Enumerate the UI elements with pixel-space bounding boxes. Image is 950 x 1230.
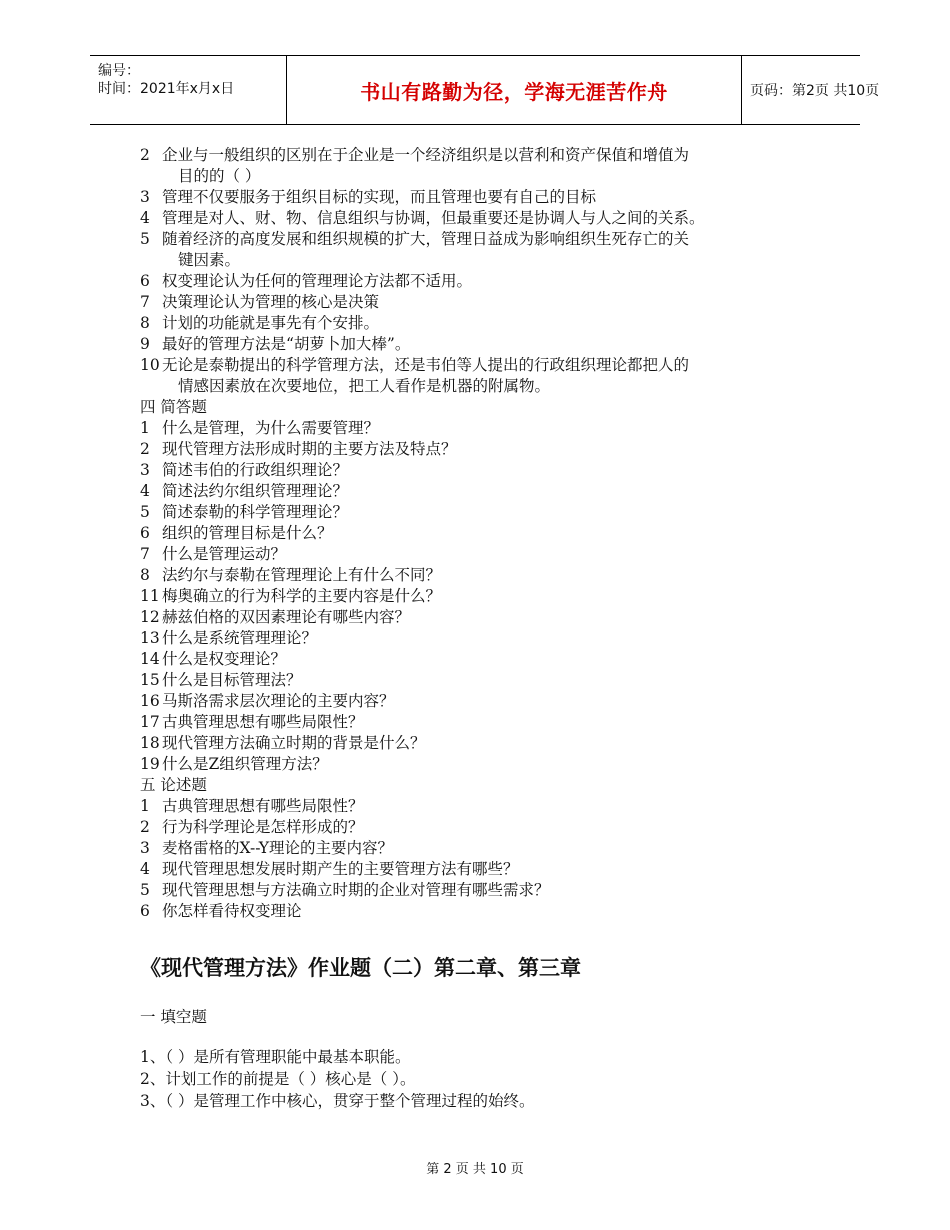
item-text: 简述法约尔组织管理理论？ xyxy=(162,482,349,500)
item-number: 11 xyxy=(140,587,160,605)
item-text: 组织的管理目标是什么？ xyxy=(162,524,333,542)
list-item xyxy=(140,145,830,166)
fill-blank-list xyxy=(140,1046,535,1112)
item-number: 3 xyxy=(140,188,150,206)
item-text: 最好的管理方法是“胡萝卜加大棒”。 xyxy=(162,335,411,353)
item-number: 5 xyxy=(140,881,150,899)
list-item xyxy=(140,502,830,523)
item-text: 什么是系统管理理论？ xyxy=(162,629,318,647)
item-number: 17 xyxy=(140,713,160,731)
item-number: 16 xyxy=(140,692,160,710)
item-number: 7 xyxy=(140,293,150,311)
list-item xyxy=(140,229,830,250)
item-text: 古典管理思想有哪些局限性？ xyxy=(162,713,364,731)
item-text: 什么是Z组织管理方法？ xyxy=(162,755,328,773)
item-number: 3 xyxy=(140,839,150,857)
header-page-info: 页码：第2页 共10页 xyxy=(750,83,880,99)
item-text: 企业与一般组织的区别在于企业是一个经济组织是以营利和资产保值和增值为 xyxy=(162,146,690,164)
list-item xyxy=(140,838,830,859)
item-text: 赫兹伯格的双因素理论有哪些内容？ xyxy=(162,608,411,626)
item-text-continued: 情感因素放在次要地位，把工人看作是机器的附属物。 xyxy=(178,377,551,395)
item-number: 2 xyxy=(140,440,150,458)
item-text: 简述泰勒的科学管理理论？ xyxy=(162,503,349,521)
list-item xyxy=(140,691,830,712)
item-text-continued: 键因素。 xyxy=(178,251,241,269)
list-item xyxy=(140,901,830,922)
list-item xyxy=(140,754,830,775)
list-item xyxy=(140,565,830,586)
list-item xyxy=(140,355,830,376)
item-text: 行为科学理论是怎样形成的？ xyxy=(162,818,364,836)
item-number: 6 xyxy=(140,272,150,290)
list-item xyxy=(140,313,830,334)
item-text: 权变理论认为任何的管理理论方法都不适用。 xyxy=(162,272,473,290)
item-number: 8 xyxy=(140,314,150,332)
list-item xyxy=(140,670,830,691)
item-text: 决策理论认为管理的核心是决策 xyxy=(162,293,380,311)
item-number: 18 xyxy=(140,734,160,752)
item-text: 梅奥确立的行为科学的主要内容是什么？ xyxy=(162,587,442,605)
item-number: 2 xyxy=(140,818,150,836)
item-number: 5 xyxy=(140,230,150,248)
list-item xyxy=(140,796,830,817)
page-footer: 第 2 页 共 10 页 xyxy=(426,1162,524,1177)
item-number: 1 xyxy=(140,797,150,815)
list-item xyxy=(140,523,830,544)
list-item xyxy=(140,208,830,229)
item-text: 简述韦伯的行政组织理论？ xyxy=(162,461,349,479)
list-item xyxy=(140,733,830,754)
list-item xyxy=(140,880,830,901)
item-number: 12 xyxy=(140,608,160,626)
item-number: 6 xyxy=(140,902,150,920)
short-answer-list xyxy=(140,418,830,775)
item-text: 什么是目标管理法？ xyxy=(162,671,302,689)
list-item xyxy=(140,439,830,460)
list-item xyxy=(140,859,830,880)
item-text: 无论是泰勒提出的科学管理方法，还是韦伯等人提出的行政组织理论都把人的 xyxy=(162,356,690,374)
page-header xyxy=(90,55,880,125)
header-motto: 书山有路勤为径，学海无涯苦作舟 xyxy=(286,56,742,124)
item-number: 13 xyxy=(140,629,160,647)
essay-list xyxy=(140,796,830,922)
item-number: 4 xyxy=(140,482,150,500)
list-item xyxy=(140,187,830,208)
item-text: 管理不仅要服务于组织目标的实现，而且管理也要有自己的目标 xyxy=(162,188,597,206)
chapter-title: 《现代管理方法》作业题（二）第二章、第三章 xyxy=(140,956,581,980)
item-text: 麦格雷格的X--Y理论的主要内容？ xyxy=(162,839,393,857)
item-number: 4 xyxy=(140,860,150,878)
list-item xyxy=(140,817,830,838)
list-item xyxy=(140,418,830,439)
list-item xyxy=(140,292,830,313)
item-number: 4 xyxy=(140,209,150,227)
document-body xyxy=(140,145,830,922)
item-text: 现代管理思想发展时期产生的主要管理方法有哪些？ xyxy=(162,860,519,878)
item-number: 14 xyxy=(140,650,160,668)
essay-heading: 五 论述题 xyxy=(140,776,207,794)
fill-blank-item: 3、（ ）是管理工作中核心，贯穿于整个管理过程的始终。 xyxy=(140,1092,535,1110)
list-item xyxy=(140,460,830,481)
item-number: 15 xyxy=(140,671,160,689)
item-number: 8 xyxy=(140,566,150,584)
item-text: 现代管理方法形成时期的主要方法及特点？ xyxy=(162,440,457,458)
judge-list xyxy=(140,145,830,397)
list-item xyxy=(140,586,830,607)
item-text: 什么是管理，为什么需要管理？ xyxy=(162,419,380,437)
fill-blank-heading: 一 填空题 xyxy=(140,1008,207,1026)
fill-blank-item: 2、计划工作的前提是（ ）核心是（ ）。 xyxy=(140,1070,416,1088)
list-item xyxy=(140,607,830,628)
item-number: 2 xyxy=(140,146,150,164)
item-number: 10 xyxy=(140,356,160,374)
item-number: 3 xyxy=(140,461,150,479)
list-item xyxy=(140,649,830,670)
item-text: 现代管理方法确立时期的背景是什么？ xyxy=(162,734,426,752)
item-text: 法约尔与泰勒在管理理论上有什么不同？ xyxy=(162,566,442,584)
list-item xyxy=(140,481,830,502)
fill-blank-item: 1、（ ）是所有管理职能中最基本职能。 xyxy=(140,1048,411,1066)
item-number: 5 xyxy=(140,503,150,521)
list-item xyxy=(140,544,830,565)
item-text: 管理是对人、财、物、信息组织与协调，但最重要还是协调人与人之间的关系。 xyxy=(162,209,705,227)
item-number: 7 xyxy=(140,545,150,563)
item-text: 马斯洛需求层次理论的主要内容？ xyxy=(162,692,395,710)
item-number: 19 xyxy=(140,755,160,773)
list-item xyxy=(140,712,830,733)
item-text: 现代管理思想与方法确立时期的企业对管理有哪些需求？ xyxy=(162,881,550,899)
item-number: 6 xyxy=(140,524,150,542)
item-number: 9 xyxy=(140,335,150,353)
header-meta xyxy=(90,56,286,124)
list-item xyxy=(140,628,830,649)
header-number-label: 编号： xyxy=(98,63,140,79)
item-text: 什么是权变理论？ xyxy=(162,650,287,668)
list-item xyxy=(140,271,830,292)
item-text: 你怎样看待权变理论 xyxy=(162,902,302,920)
item-number: 1 xyxy=(140,419,150,437)
list-item xyxy=(140,334,830,355)
short-answer-heading: 四 简答题 xyxy=(140,398,207,416)
header-time-label: 时间：2021年x月x日 xyxy=(98,81,235,97)
item-text: 古典管理思想有哪些局限性？ xyxy=(162,797,364,815)
item-text: 计划的功能就是事先有个安排。 xyxy=(162,314,380,332)
item-text: 什么是管理运动？ xyxy=(162,545,287,563)
item-text-continued: 目的的（ ） xyxy=(178,167,261,185)
item-text: 随着经济的高度发展和组织规模的扩大，管理日益成为影响组织生死存亡的关 xyxy=(162,230,690,248)
